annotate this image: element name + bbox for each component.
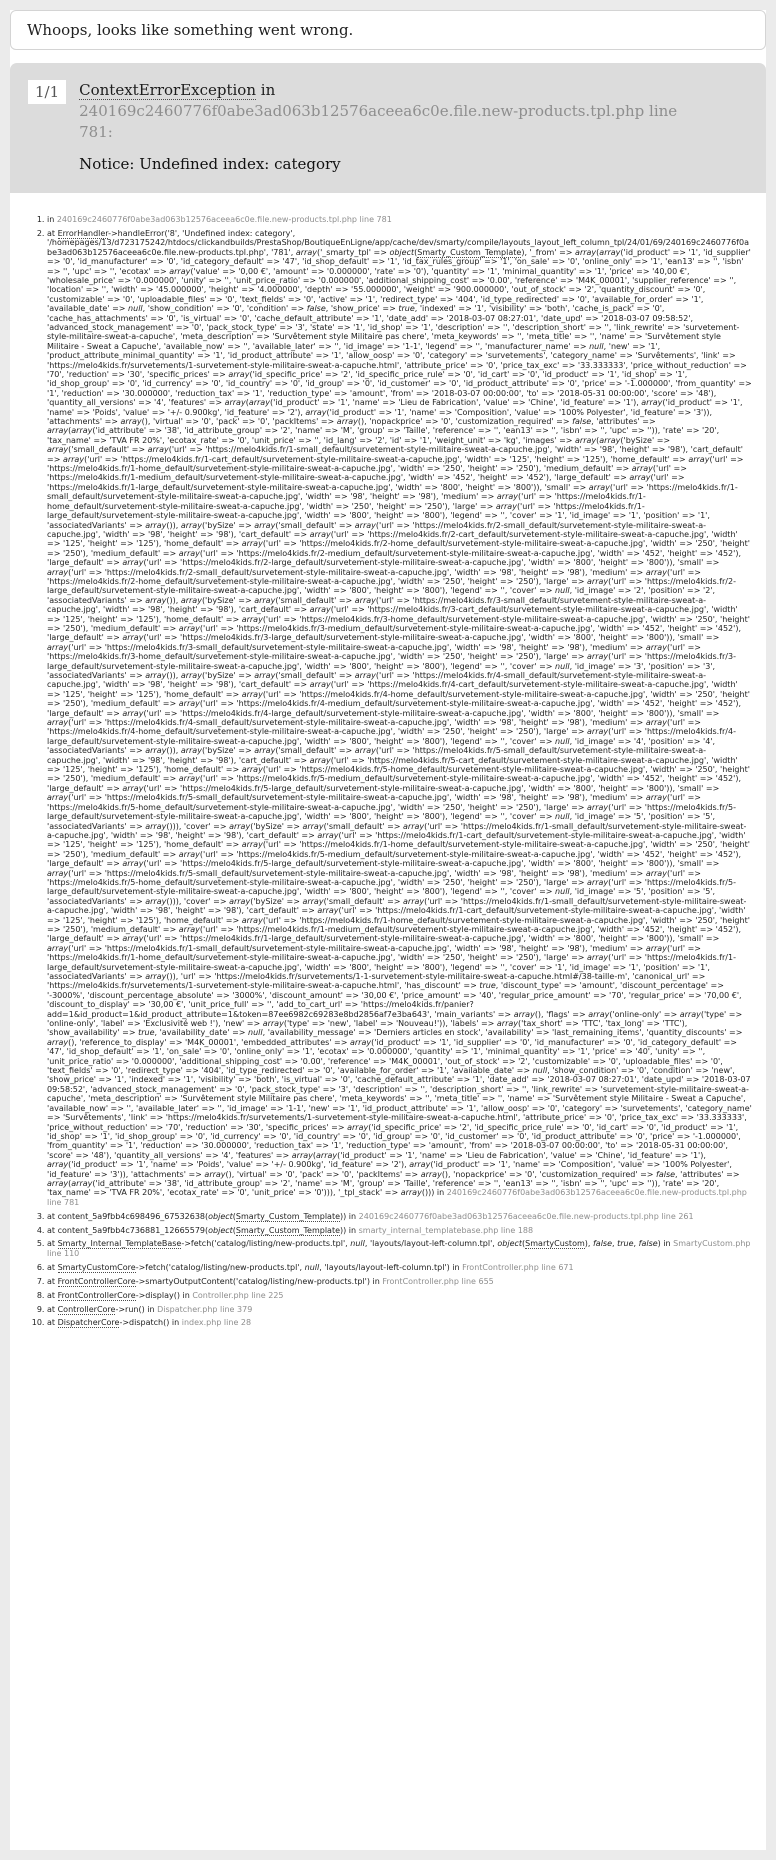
trace-file-location: FrontController.php line 655 — [382, 1276, 494, 1286]
class-name: Smarty_Custom_Template — [235, 1225, 341, 1235]
trace-item-3: 3. at content_5a9fbb4c698496_67532638(object(Smarty_Custom_Template)) in 240169c2460776f0abe3ad063b12576aceea6c0e.file.new-products.tpl.php line 261 — [47, 1212, 752, 1221]
trace-item-10: 10. at DispatcherCore->dispatch() in index.php line 28 — [47, 1318, 752, 1327]
exception-counter: 1/1 — [28, 80, 66, 104]
trace-item-1: 1. in 240169c2460776f0abe3ad063b12576aceea6c0e.file.new-products.tpl.php line 781 — [47, 215, 752, 224]
trace-item-5: 5. at Smarty_Internal_TemplateBase->fetch('catalog/listing/new-products.tpl', null, 'layouts/layout-left-column.tpl', object(SmartyCustom), false, true, false) in SmartyCustom.php line 110 — [47, 1239, 752, 1258]
exception-location: 240169c2460776f0abe3ad063b12576aceea6c0e.file.new-products.tpl.php line 781: — [79, 102, 678, 141]
trace-item-4: 4. at content_5a9fbb4c736881_12665579(object(Smarty_Custom_Template)) in smarty_internal_templatebase.php line 188 — [47, 1226, 752, 1235]
class-name: FrontControllerCore — [57, 1276, 136, 1286]
exception-summary — [10, 63, 766, 193]
stack-trace-section — [10, 193, 766, 1372]
trace-item-7: 7. at FrontControllerCore->smartyOutputContent('catalog/listing/new-products.tpl') in FrontController.php line 655 — [47, 1277, 752, 1286]
trace-file-location: smarty_internal_templatebase.php line 188 — [358, 1225, 534, 1235]
trace-item-8: 8. at FrontControllerCore->display() in Controller.php line 225 — [47, 1291, 752, 1300]
class-name: SmartyCustomCore — [57, 1262, 136, 1272]
class-name: ErrorHandler — [57, 228, 109, 238]
trace-file-location: FrontController.php line 671 — [462, 1262, 574, 1272]
class-name: FrontControllerCore — [57, 1290, 136, 1300]
class-name: Smarty_Internal_TemplateBase — [57, 1239, 182, 1249]
trace-list — [10, 215, 766, 1328]
class-name: DispatcherCore — [57, 1318, 120, 1328]
class-name: SmartyCustom — [525, 1239, 585, 1249]
class-name: Smarty_Custom_Template — [417, 247, 522, 257]
class-name: Smarty_Custom_Template — [235, 1211, 341, 1221]
exception-details — [79, 80, 699, 173]
trace-item-6: 6. at SmartyCustomCore->fetch('catalog/listing/new-products.tpl', null, 'layouts/layout-left-column.tpl') in FrontController.php line 671 — [47, 1263, 752, 1272]
trace-file-location: SmartyCustom.php line 110 — [47, 1239, 751, 1258]
class-name: ControllerCore — [57, 1304, 116, 1314]
trace-file-location: index.php line 28 — [181, 1318, 252, 1328]
trace-item-9: 9. at ControllerCore->run() in Dispatcher.php line 379 — [47, 1305, 752, 1314]
exception-class: ContextErrorException — [79, 81, 256, 99]
trace-file-location: Dispatcher.php line 379 — [157, 1304, 253, 1314]
trace-file-location: 240169c2460776f0abe3ad063b12576aceea6c0e.file.new-products.tpl.php line 781 — [56, 215, 392, 224]
trace-file-location: 240169c2460776f0abe3ad063b12576aceea6c0e.file.new-products.tpl.php line 781 — [47, 1188, 747, 1207]
exception-title — [79, 80, 699, 143]
error-page — [10, 10, 766, 1850]
exception-message: Notice: Undefined index: category — [79, 155, 341, 173]
exception-in-word: in — [260, 81, 276, 99]
trace-item-2: 2. at ErrorHandler->handleError('8', 'Undefined index: category', '/homepages/13/d723175242/htdocs/clickandbuilds/PrestaShop/BoutiqueEnLigne/app/cache/dev/smarty/compile/layouts_layout_left_column_tpl/24/01/69/240169c2460776f0abe3ad063b12576aceea6c0e.file.new-products.tpl.php', '781', array('_smarty_tpl' => object(Smarty_Custom_Template), '_from' => array(array('id_product' => '1', 'id_supplier' => '0', 'id_manufacturer' => '0', 'id_category_default' => '47', 'id_shop_default' => '1', 'id_tax_rules_group' => '1', 'on_sale' => '0', 'online_only' => '1', 'ean13' => '', 'isbn' => '', 'upc' => '', 'ecotax' => array('value' => '0,00 €', 'amount' => '0.000000', 'rate' => '0'), 'quantity' => '1', 'minimal_quantity' => '1', 'price' => '40,00 €', 'wholesale_price' => '0.000000', 'unity' => '', 'unit_price_ratio' => '0.000000', 'additional_shipping_cost' => '0.00', 'reference' => 'M4K_00001', 'supplier_reference' => '', 'location' => '', 'width' => '45.000000', 'height' => '4.000000', 'depth' => '55.000000', 'weight' => '900.000000', 'out_of_stock' => '2', 'quantity_discount' => '0', 'customizable' => '0', 'uploadable_files' => '0', 'text_fields' => '0', 'active' => '1', 'redirect_type' => '404', 'id_type_redirected' => '0', 'available_for_order' => '1', 'available_date' => null, 'show_condition' => '0', 'condition' => false, 'show_price' => true, 'indexed' => '1', 'visibility' => 'both', 'cache_is_pack' => '0', 'cache_has_attachments' => '0', 'is_virtual' => '0', 'cache_default_attribute' => '1', 'date_add' => '2018-03-07 08:27:01', 'date_upd' => '2018-03-07 09:58:52', 'advanced_stock_management' => '0', 'pack_stock_type' => '3', 'state' => '1', 'id_shop' => '1', 'description' => '', 'description_short' => '', 'link_rewrite' => 'survetement-style-militaire-sweat-a-capuche', 'meta_description' => 'Survêtement style Militaire pas chere', 'meta_keywords' => '', 'meta_title' => '', 'name' => 'Survêtement style Militaire - Sweat a Capuche', 'available_now' => '', 'available_later' => '', 'id_image' => '1-1', 'legend' => '', 'manufacturer_name' => null, 'new' => '1', 'product_attribute_minimal_quantity' => '1', 'id_product_attribute' => '1', 'allow_oosp' => '0', 'category' => 'survetements', 'category_name' => 'Survêtements', 'link' => 'https://melo4kids.fr/survetements/1-survetement-style-militaire-sweat-a-capuche.html', 'attribute_price' => '0', 'price_tax_exc' => '33.333333', 'price_without_reduction' => '70', 'reduction' => '30', 'specific_prices' => array('id_specific_price' => '2', 'id_specific_price_rule' => '0', 'id_cart' => '0', 'id_product' => '1', 'id_shop' => '1', 'id_shop_group' => '0', 'id_currency' => '0', 'id_country' => '0', 'id_group' => '0', 'id_customer' => '0', 'id_product_attribute' => '0', 'price' => '-1.000000', 'from_quantity' => '1', 'reduction' => '30.000000', 'reduction_tax' => '1', 'reduction_type' => 'amount', 'from' => '2018-03-07 00:00:00', 'to' => '2018-05-31 00:00:00', 'score' => '48'), 'quantity_all_versions' => '4', 'features' => array(array('id_product' => '1', 'name' => 'Lieu de Fabrication', 'value' => 'Chine', 'id_feature' => '1'), array('id_product' => '1', 'name' => 'Poids', 'value' => '+/- 0.900kg', 'id_feature' => '2'), array('id_product' => '1', 'name' => 'Composition', 'value' => '100% Polyester', 'id_feature' => '3')), 'attachments' => array(), 'virtual' => '0', 'pack' => '0', 'packItems' => array(), 'nopackprice' => '0', 'customization_required' => false, 'attributes' => array(array('id_attribute' => '38', 'id_attribute_group' => '2', 'name' => 'M', 'group' => 'Taille', 'reference' => '', 'ean13' => '', 'isbn' => '', 'upc' => '')), 'rate' => '20', 'tax_name' => 'TVA FR 20%', 'ecotax_rate' => '0', 'unit_price' => '', 'id_lang' => '2', 'id' => '1', 'weight_unit' => 'kg', 'images' => array(array('bySize' => array('small_default' => array('url' => 'https://melo4kids.fr/1-small_default/survetement-style-militaire-sweat-a-capuche.jpg', 'width' => '98', 'height' => '98'), 'cart_default' => array('url' => 'https://melo4kids.fr/1-cart_default/survetement-style-militaire-sweat-a-capuche.jpg', 'width' => '125', 'height' => '125'), 'home_default' => array('url' => 'https://melo4kids.fr/1-home_default/survetement-style-militaire-sweat-a-capuche.jpg', 'width' => '250', 'height' => '250'), 'medium_default' => array('url' => 'https://melo4kids.fr/1-medium_default/survetement-style-militaire-sweat-a-capuche.jpg', 'width' => '452', 'height' => '452'), 'large_default' => array('url' => 'https://melo4kids.fr/1-large_default/survetement-style-militaire-sweat-a-capuche.jpg', 'width' => '800', 'height' => '800')), 'small' => array('url' => 'https://melo4kids.fr/1-small_default/survetement-style-militaire-sweat-a-capuche.jpg', 'width' => '98', 'height' => '98'), 'medium' => array('url' => 'https://melo4kids.fr/1-home_default/survetement-style-militaire-sweat-a-capuche.jpg', 'width' => '250', 'height' => '250'), 'large' => array('url' => 'https://melo4kids.fr/1-large_default/survetement-style-militaire-sweat-a-capuche.jpg', 'width' => '800', 'height' => '800'), 'legend' => '', 'cover' => '1', 'id_image' => '1', 'position' => '1', 'associatedVariants' => array()), array('bySize' => array('small_default' => array('url' => 'https://melo4kids.fr/2-small_default/survetement-style-militaire-sweat-a-capuche.jpg', 'width' => '98', 'height' => '98'), 'cart_default' => array('url' => 'https://melo4kids.fr/2-cart_default/survetement-style-militaire-sweat-a-capuche.jpg', 'width' => '125', 'height' => '125'), 'home_default' => array('url' => 'https://melo4kids.fr/2-home_default/survetement-style-militaire-sweat-a-capuche.jpg', 'width' => '250', 'height' => '250'), 'medium_default' => array('url' => 'https://melo4kids.fr/2-medium_default/survetement-style-militaire-sweat-a-capuche.jpg', 'width' => '452', 'height' => '452'), 'large_default' => array('url' => 'https://melo4kids.fr/2-large_default/survetement-style-militaire-sweat-a-capuche.jpg', 'width' => '800', 'height' => '800')), 'small' => array('url' => 'https://melo4kids.fr/2-small_default/survetement-style-militaire-sweat-a-capuche.jpg', 'width' => '98', 'height' => '98'), 'medium' => array('url' => 'https://melo4kids.fr/2-home_default/survetement-style-militaire-sweat-a-capuche.jpg', 'width' => '250', 'height' => '250'), 'large' => array('url' => 'https://melo4kids.fr/2-large_default/survetement-style-militaire-sweat-a-capuche.jpg', 'width' => '800', 'height' => '800'), 'legend' => '', 'cover' => null, 'id_image' => '2', 'position' => '2', 'associatedVariants' => array()), array('bySize' => array('small_default' => array('url' => 'https://melo4kids.fr/3-small_default/survetement-style-militaire-sweat-a-capuche.jpg', 'width' => '98', 'height' => '98'), 'cart_default' => array('url' => 'https://melo4kids.fr/3-cart_default/survetement-style-militaire-sweat-a-capuche.jpg', 'width' => '125', 'height' => '125'), 'home_default' => array('url' => 'https://melo4kids.fr/3-home_default/survetement-style-militaire-sweat-a-capuche.jpg', 'width' => '250', 'height' => '250'), 'medium_default' => array('url' => 'https://melo4kids.fr/3-medium_default/survetement-style-militaire-sweat-a-capuche.jpg', 'width' => '452', 'height' => '452'), 'large_default' => array('url' => 'https://melo4kids.fr/3-large_default/survetement-style-militaire-sweat-a-capuche.jpg', 'width' => '800', 'height' => '800')), 'small' => array('url' => 'https://melo4kids.fr/3-small_default/survetement-style-militaire-sweat-a-capuche.jpg', 'width' => '98', 'height' => '98'), 'medium' => array('url' => 'https://melo4kids.fr/3-home_default/survetement-style-militaire-sweat-a-capuche.jpg', 'width' => '250', 'height' => '250'), 'large' => array('url' => 'https://melo4kids.fr/3-large_default/survetement-style-militaire-sweat-a-capuche.jpg', 'width' => '800', 'height' => '800'), 'legend' => '', 'cover' => null, 'id_image' => '3', 'position' => '3', 'associatedVariants' => array()), array('bySize' => array('small_default' => array('url' => 'https://melo4kids.fr/4-small_default/survetement-style-militaire-sweat-a-capuche.jpg', 'width' => '98', 'height' => '98'), 'cart_default' => array('url' => 'https://melo4kids.fr/4-cart_default/survetement-style-militaire-sweat-a-capuche.jpg', 'width' => '125', 'height' => '125'), 'home_default' => array('url' => 'https://melo4kids.fr/4-home_default/survetement-style-militaire-sweat-a-capuche.jpg', 'width' => '250', 'height' => '250'), 'medium_default' => array('url' => 'https://melo4kids.fr/4-medium_default/survetement-style-militaire-sweat-a-capuche.jpg', 'width' => '452', 'height' => '452'), 'large_default' => array('url' => 'https://melo4kids.fr/4-large_default/survetement-style-militaire-sweat-a-capuche.jpg', 'width' => '800', 'height' => '800')), 'small' => array('url' => 'https://melo4kids.fr/4-small_default/survetement-style-militaire-sweat-a-capuche.jpg', 'width' => '98', 'height' => '98'), 'medium' => array('url' => 'https://melo4kids.fr/4-home_default/survetement-style-militaire-sweat-a-capuche.jpg', 'width' => '250', 'height' => '250'), 'large' => array('url' => 'https://melo4kids.fr/4-large_default/survetement-style-militaire-sweat-a-capuche.jpg', 'width' => '800', 'height' => '800'), 'legend' => '', 'cover' => null, 'id_image' => '4', 'position' => '4', 'associatedVariants' => array()), array('bySize' => array('small_default' => array('url' => 'https://melo4kids.fr/5-small_default/survetement-style-militaire-sweat-a-capuche.jpg', 'width' => '98', 'height' => '98'), 'cart_default' => array('url' => 'https://melo4kids.fr/5-cart_default/survetement-style-militaire-sweat-a-capuche.jpg', 'width' => '125', 'height' => '125'), 'home_default' => array('url' => 'https://melo4kids.fr/5-home_default/survetement-style-militaire-sweat-a-capuche.jpg', 'width' => '250', 'height' => '250'), 'medium_default' => array('url' => 'https://melo4kids.fr/5-medium_default/survetement-style-militaire-sweat-a-capuche.jpg', 'width' => '452', 'height' => '452'), 'large_default' => array('url' => 'https://melo4kids.fr/5-large_default/survetement-style-militaire-sweat-a-capuche.jpg', 'width' => '800', 'height' => '800')), 'small' => array('url' => 'https://melo4kids.fr/5-small_default/survetement-style-militaire-sweat-a-capuche.jpg', 'width' => '98', 'height' => '98'), 'medium' => array('url' => 'https://melo4kids.fr/5-home_default/survetement-style-militaire-sweat-a-capuche.jpg', 'width' => '250', 'height' => '250'), 'large' => array('url' => 'https://melo4kids.fr/5-large_default/survetement-style-militaire-sweat-a-capuche.jpg', 'width' => '800', 'height' => '800'), 'legend' => '', 'cover' => null, 'id_image' => '5', 'position' => '5', 'associatedVariants' => array())), 'cover' => array('bySize' => array('small_default' => array('url' => 'https://melo4kids.fr/1-small_default/survetement-style-militaire-sweat-a-capuche.jpg', 'width' => '98', 'height' => '98'), 'cart_default' => array('url' => 'https://melo4kids.fr/1-cart_default/survetement-style-militaire-sweat-a-capuche.jpg', 'width' => '125', 'height' => '125'), 'home_default' => array('url' => 'https://melo4kids.fr/1-home_default/survetement-style-militaire-sweat-a-capuche.jpg', 'width' => '250', 'height' => '250'), 'medium_default' => array('url' => 'https://melo4kids.fr/5-medium_default/survetement-style-militaire-sweat-a-capuche.jpg', 'width' => '452', 'height' => '452'), 'large_default' => array('url' => 'https://melo4kids.fr/5-large_default/survetement-style-militaire-sweat-a-capuche.jpg', 'width' => '800', 'height' => '800')), 'small' => array('url' => 'https://melo4kids.fr/5-small_default/survetement-style-militaire-sweat-a-capuche.jpg', 'width' => '98', 'height' => '98'), 'medium' => array('url' => 'https://melo4kids.fr/5-home_default/survetement-style-militaire-sweat-a-capuche.jpg', 'width' => '250', 'height' => '250'), 'large' => array('url' => 'https://melo4kids.fr/5-large_default/survetement-style-militaire-sweat-a-capuche.jpg', 'width' => '800', 'height' => '800'), 'legend' => '', 'cover' => null, 'id_image' => '5', 'position' => '5', 'associatedVariants' => array())), 'cover' => array('bySize' => array('small_default' => array('url' => 'https://melo4kids.fr/1-small_default/survetement-style-militaire-sweat-a-capuche.jpg', 'width' => '98', 'height' => '98'), 'cart_default' => array('url' => 'https://melo4kids.fr/1-cart_default/survetement-style-militaire-sweat-a-capuche.jpg', 'width' => '125', 'height' => '125'), 'home_default' => array('url' => 'https://melo4kids.fr/1-home_default/survetement-style-militaire-sweat-a-capuche.jpg', 'width' => '250', 'height' => '250'), 'medium_default' => array('url' => 'https://melo4kids.fr/1-medium_default/survetement-style-militaire-sweat-a-capuche.jpg', 'width' => '452', 'height' => '452'), 'large_default' => array('url' => 'https://melo4kids.fr/1-large_default/survetement-style-militaire-sweat-a-capuche.jpg', 'width' => '800', 'height' => '800')), 'small' => array('url' => 'https://melo4kids.fr/1-small_default/survetement-style-militaire-sweat-a-capuche.jpg', 'width' => '98', 'height' => '98'), 'medium' => array('url' => 'https://melo4kids.fr/1-home_default/survetement-style-militaire-sweat-a-capuche.jpg', 'width' => '250', 'height' => '250'), 'large' => array('url' => 'https://melo4kids.fr/1-large_default/survetement-style-militaire-sweat-a-capuche.jpg', 'width' => '800', 'height' => '800'), 'legend' => '', 'cover' => '1', 'id_image' => '1', 'position' => '1', 'associatedVariants' => array()), 'url' => 'https://melo4kids.fr/survetements/1-1-survetement-style-militaire-sweat-a-capuche.html#/38-taille-m', 'canonical_url' => 'https://melo4kids.fr/survetements/1-survetement-style-militaire-sweat-a-capuche.html', 'has_discount' => true, 'discount_type' => 'amount', 'discount_percentage' => '-3000%', 'discount_percentage_absolute' => '3000%', 'discount_amount' => '30,00 €', 'price_amount' => '40', 'regular_price_amount' => '70', 'regular_price' => '70,00 €', 'discount_to_display' => '30,00 €', 'unit_price_full' => '', 'add_to_cart_url' => 'https://melo4kids.fr/panier?add=1&id_product=1&id_product_attribute=1&token=87ee6982c69283e8bd2856af7e3ba643', 'main_variants' => array(), 'flags' => array('online-only' => array('type' => 'online-only', 'label' => 'Exclusivité web !'), 'new' => array('type' => 'new', 'label' => 'Nouveau!')), 'labels' => array('tax_short' => 'TTC', 'tax_long' => 'TTC'), 'show_availability' => true, 'availability_date' => null, 'availability_message' => 'Derniers articles en stock', 'availability' => 'last_remaining_items', 'quantity_discounts' => array(), 'reference_to_display' => 'M4K_00001', 'embedded_attributes' => array('id_product' => '1', 'id_supplier' => '0', 'id_manufacturer' => '0', 'id_category_default' => '47', 'id_shop_default' => '1', 'on_sale' => '0', 'online_only' => '1', 'ecotax' => '0.000000', 'quantity' => '1', 'minimal_quantity' => '1', 'price' => '40', 'unity' => '', 'unit_price_ratio' => '0.000000', 'additional_shipping_cost' => '0.00', 'reference' => 'M4K_00001', 'out_of_stock' => '2', 'customizable' => '0', 'uploadable_files' => '0', 'text_fields' => '0', 'redirect_type' => '404', 'id_type_redirected' => '0', 'available_for_order' => '1', 'available_date' => null, 'show_condition' => '0', 'condition' => 'new', 'show_price' => '1', 'indexed' => '1', 'visibility' => 'both', 'is_virtual' => '0', 'cache_default_attribute' => '1', 'date_add' => '2018-03-07 08:27:01', 'date_upd' => '2018-03-07 09:58:52', 'advanced_stock_management' => '0', 'pack_stock_type' => '3', 'description' => '', 'description_short' => '', 'link_rewrite' => 'survetement-style-militaire-sweat-a-capuche', 'meta_description' => 'Survêtement style Militaire pas chere', 'meta_keywords' => '', 'meta_title' => '', 'name' => 'Survêtement style Militaire - Sweat a Capuche', 'available_now' => '', 'available_later' => '', 'id_image' => '1-1', 'new' => '1', 'id_product_attribute' => '1', 'allow_oosp' => '0', 'category' => 'survetements', 'category_name' => 'Survêtements', 'link' => 'https://melo4kids.fr/survetements/1-survetement-style-militaire-sweat-a-capuche.html', 'attribute_price' => '0', 'price_tax_exc' => '33.333333', 'price_without_reduction' => '70', 'reduction' => '30', 'specific_prices' => array('id_specific_price' => '2', 'id_specific_price_rule' => '0', 'id_cart' => '0', 'id_product' => '1', 'id_shop' => '1', 'id_shop_group' => '0', 'id_currency' => '0', 'id_country' => '0', 'id_group' => '0', 'id_customer' => '0', 'id_product_attribute' => '0', 'price' => '-1.000000', 'from_quantity' => '1', 'reduction' => '30.000000', 'reduction_tax' => '1', 'reduction_type' => 'amount', 'from' => '2018-03-07 00:00:00', 'to' => '2018-05-31 00:00:00', 'score' => '48'), 'quantity_all_versions' => '4', 'features' => array(array('id_product' => '1', 'name' => 'Lieu de Fabrication', 'value' => 'Chine', 'id_feature' => '1'), array('id_product' => '1', 'name' => 'Poids', 'value' => '+/- 0.900kg', 'id_feature' => '2'), array('id_product' => '1', 'name' => 'Composition', 'value' => '100% Polyester', 'id_feature' => '3')), 'attachments' => array(), 'virtual' => '0', 'pack' => '0', 'packItems' => array(), 'nopackprice' => '0', 'customization_required' => false, 'attributes' => array(array('id_attribute' => '38', 'id_attribute_group' => '2', 'name' => 'M', 'group' => 'Taille', 'reference' => '', 'ean13' => '', 'isbn' => '', 'upc' => '')), 'rate' => '20', 'tax_name' => 'TVA FR 20%', 'ecotax_rate' => '0', 'unit_price' => '0'))), '_tpl_stack' => array())) in 240169c2460776f0abe3ad063b12576aceea6c0e.file.new-products.tpl.php line 781 — [47, 229, 752, 1207]
trace-file-location: 240169c2460776f0abe3ad063b12576aceea6c0e.file.new-products.tpl.php line 261 — [358, 1211, 694, 1221]
page-title: Whoops, looks like something went wrong. — [10, 10, 766, 50]
trace-file-location: Controller.php line 225 — [192, 1290, 284, 1300]
